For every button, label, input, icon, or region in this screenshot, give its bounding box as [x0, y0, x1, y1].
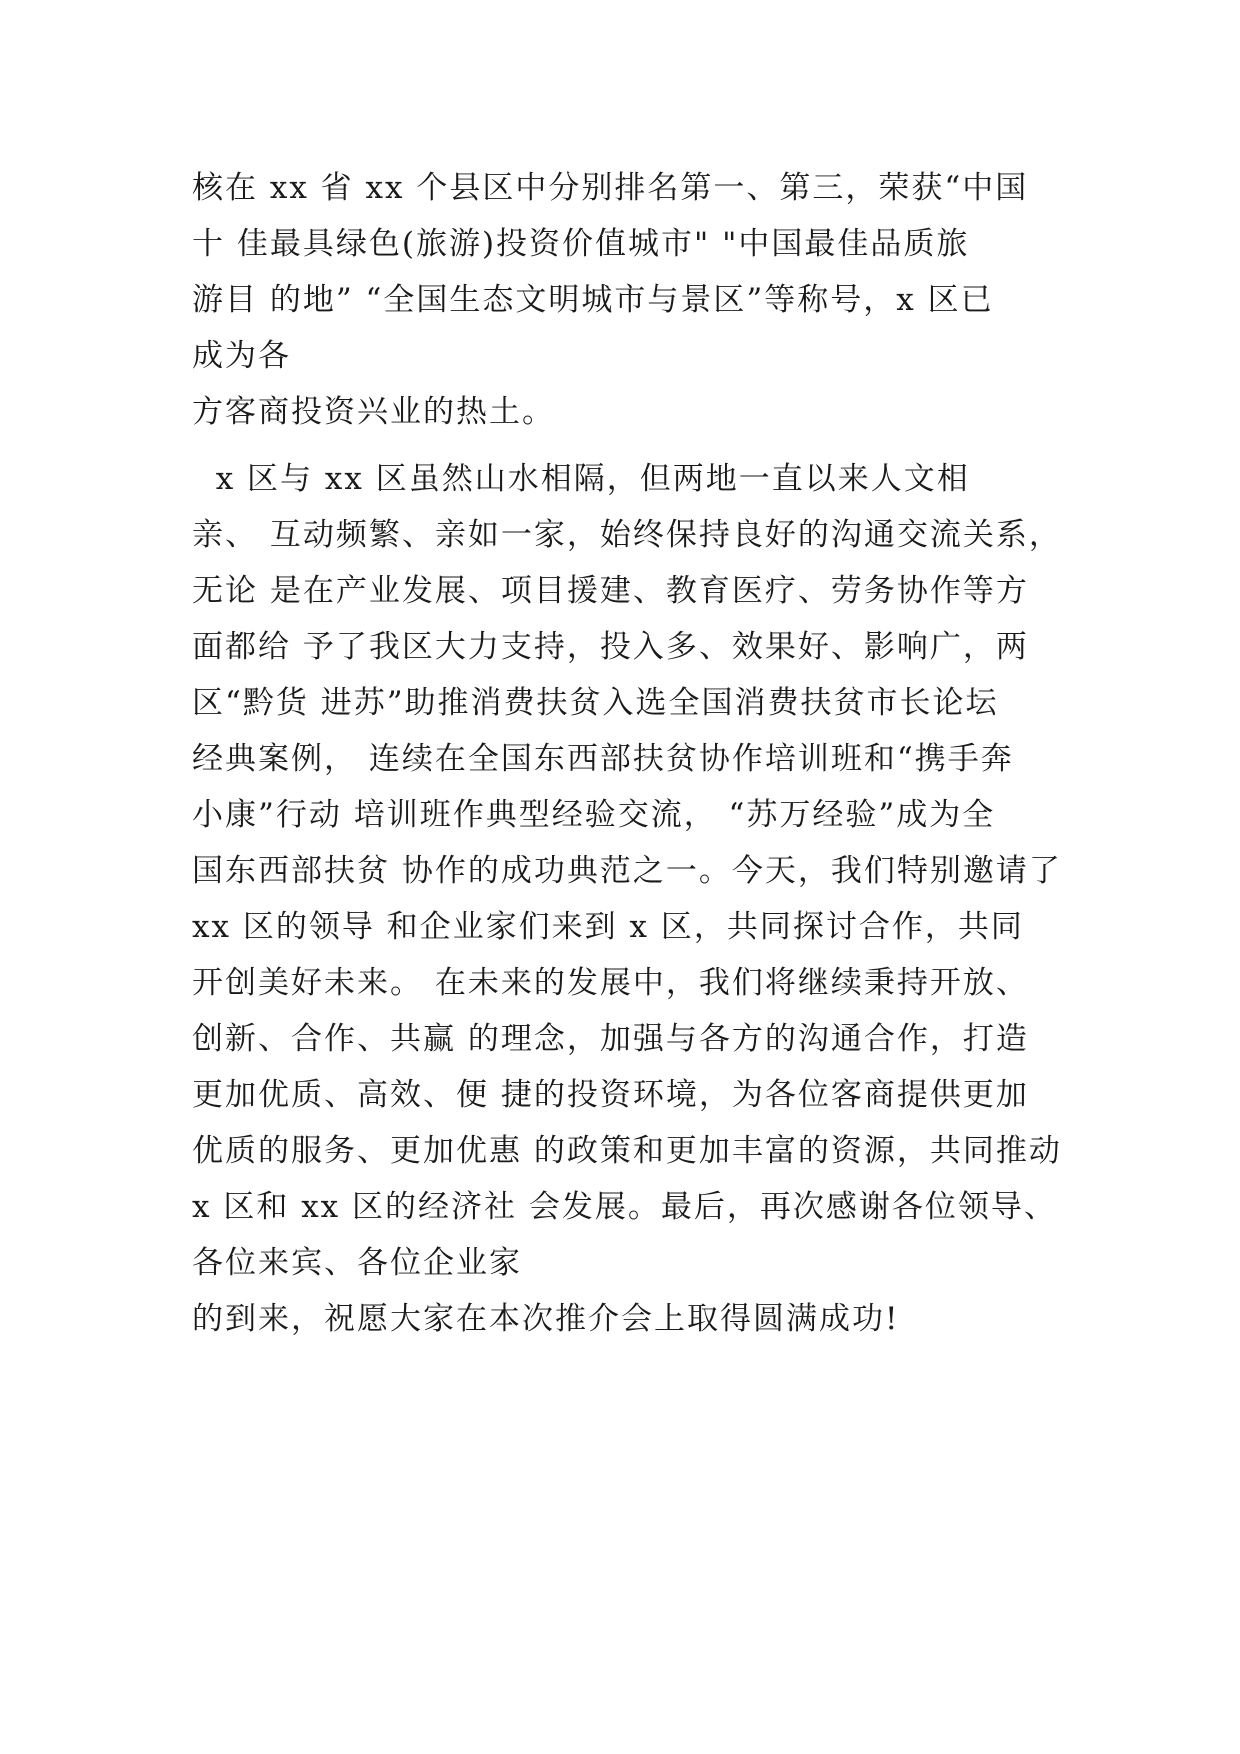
text-line: 开创美好未来。 在未来的发展中，我们将继续秉持开放、: [192, 965, 1029, 1001]
text-line: xx 区的领导 和企业家们来到 x 区，共同探讨合作，共同: [192, 909, 1024, 945]
text-line: 各位来宾、各位企业家: [192, 1245, 522, 1281]
text-line: 方客商投资兴业的热土。: [192, 394, 555, 430]
paragraph-2: [192, 451, 1062, 1347]
text-line: 区“黔货 进苏”助推消费扶贫入选全国消费扶贫市长论坛: [192, 685, 999, 721]
text-line: 成为各: [192, 338, 291, 374]
text-line: 亲、 互动频繁、亲如一家，始终保持良好的沟通交流关系，: [192, 517, 1062, 553]
text-line: 核在 xx 省 xx 个县区中分别排名第一、第三，荣获“中国: [192, 170, 1029, 206]
text-line: 经典案例， 连续在全国东西部扶贫协作培训班和“携手奔: [192, 741, 1014, 777]
text-line: 无论 是在产业发展、项目援建、教育医疗、劳务协作等方: [192, 573, 1029, 609]
text-line: 更加优质、高效、便 捷的投资环境，为各位客商提供更加: [192, 1077, 1029, 1113]
text-line: 游目 的地” “全国生态文明城市与景区”等称号，x 区已: [192, 282, 994, 318]
text-line: 十 佳最具绿色(旅游)投资价值城市" "中国最佳品质旅: [192, 226, 970, 262]
text-line: 小康”行动 培训班作典型经验交流， “苏万经验”成为全: [192, 797, 996, 833]
paragraph-1: [192, 160, 1062, 440]
text-line: 面都给 予了我区大力支持，投入多、效果好、影响广，两: [192, 629, 1029, 665]
text-line: 的到来，祝愿大家在本次推介会上取得圆满成功!: [192, 1301, 900, 1337]
text-line: x 区与 xx 区虽然山水相隔，但两地一直以来人文相: [192, 461, 970, 497]
text-line: x 区和 xx 区的经济社 会发展。最后，再次感谢各位领导、: [192, 1189, 1057, 1225]
text-line: 优质的服务、更加优惠 的政策和更加丰富的资源，共同推动: [192, 1133, 1062, 1169]
text-line: 创新、合作、共赢 的理念，加强与各方的沟通合作，打造: [192, 1021, 1029, 1057]
text-line: 国东西部扶贫 协作的成功典范之一。今天，我们特别邀请了: [192, 853, 1062, 889]
